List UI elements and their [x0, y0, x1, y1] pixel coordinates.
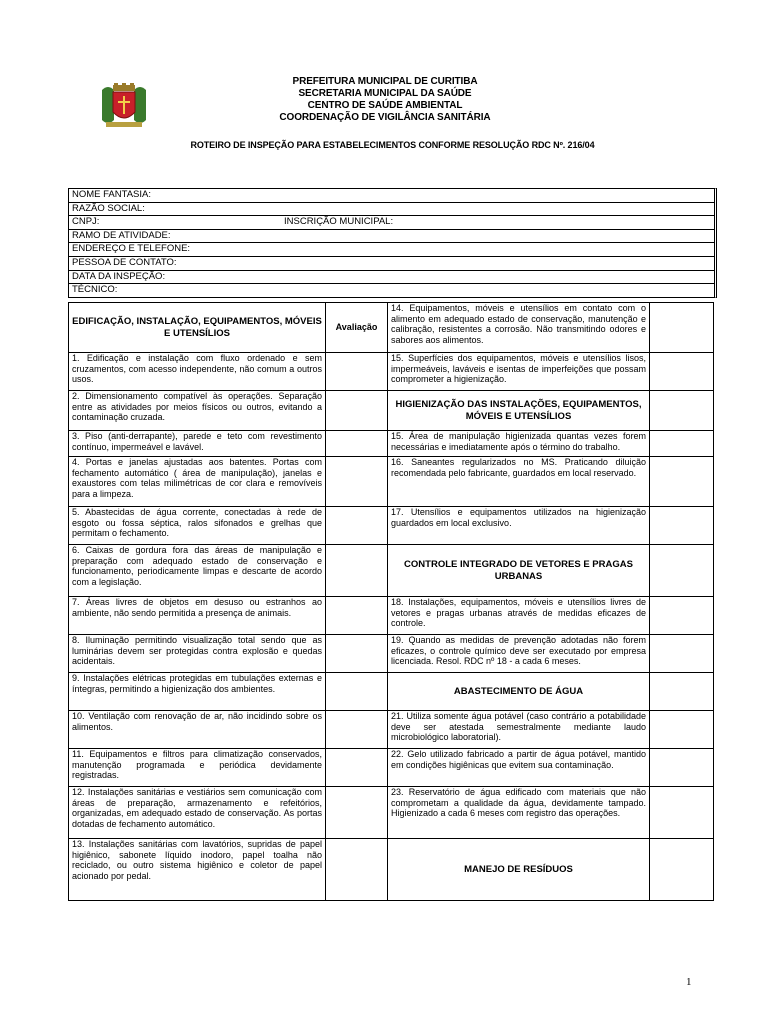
field-cnpj-row[interactable]	[69, 216, 714, 230]
item-23: 23. Reservatório de água edificado com materiais que não comprometam a qualidade da água, devidamente tampado. Higienizado a cada 6 meses com registro das operações.	[388, 787, 650, 839]
eval-cell-8[interactable]	[326, 635, 388, 673]
eval-cell-sec-vet	[650, 545, 714, 597]
eval-cell-12[interactable]	[326, 787, 388, 839]
field-data-inspecao[interactable]: DATA DA INSPEÇÃO:	[69, 271, 714, 285]
item-5: 5. Abastecidas de água corrente, conectadas à rede de esgoto ou fossa séptica, ralos sifonados e grelhas que permitam o fechamento.	[69, 507, 326, 545]
item-22: 22. Gelo utilizado fabricado a partir de água potável, mantido em condições higiênicas que evitem sua contaminação.	[388, 749, 650, 787]
eval-cell-3[interactable]	[326, 431, 388, 457]
header-line-2: SECRETARIA MUNICIPAL DA SAÚDE	[298, 88, 472, 99]
eval-cell-2[interactable]	[326, 391, 388, 431]
eval-cell-9[interactable]	[326, 673, 388, 711]
section-vetores-title: CONTROLE INTEGRADO DE VETORES E PRAGAS URBANAS	[388, 545, 650, 597]
item-3: 3. Piso (anti-derrapante), parede e teto com revestimento contínuo, impermeável e lavável.	[69, 431, 326, 457]
item-19: 19. Quando as medidas de prevenção adotadas não forem eficazes, o controle químico deve ser executado por empresa licenciada. Resol. RDC nº 18 - a cada 6 meses.	[388, 635, 650, 673]
field-inscricao-municipal: INSCRIÇÃO MUNICIPAL:	[284, 216, 394, 228]
eval-cell-19[interactable]	[650, 635, 714, 673]
eval-cell-sec-agua	[650, 673, 714, 711]
eval-cell-15a[interactable]	[650, 353, 714, 391]
eval-cell-5[interactable]	[326, 507, 388, 545]
avaliacao-header: Avaliação	[326, 303, 388, 353]
item-6: 6. Caixas de gordura fora das áreas de manipulação e preparação com adequado estado de conservação e funcionamento, periodicamente limpas e descarte de acordo com a legislação.	[69, 545, 326, 597]
eval-cell-14[interactable]	[650, 303, 714, 353]
item-4: 4. Portas e janelas ajustadas aos batentes. Portas com fechamento automático ( área de manipulação), janelas e exaustores com telas milimétricas de cor clara e removíveis para a limpeza.	[69, 457, 326, 507]
field-ramo-atividade[interactable]: RAMO DE ATIVIDADE:	[69, 230, 714, 244]
eval-cell-23[interactable]	[650, 787, 714, 839]
eval-cell-13[interactable]	[326, 839, 388, 901]
field-endereco-telefone[interactable]: ENDEREÇO E TELEFONE:	[69, 243, 714, 257]
field-nome-fantasia[interactable]: NOME FANTASIA:	[69, 189, 714, 203]
item-11: 11. Equipamentos e filtros para climatização conservados, manutenção programada e periódica devidamente registradas.	[69, 749, 326, 787]
inspection-table	[68, 302, 714, 901]
item-21: 21. Utiliza somente água potável (caso contrário a potabilidade deve ser atestada semestralmente mediante laudo microbiológico laboratorial).	[388, 711, 650, 749]
section-residuos-title: MANEJO DE RESÍDUOS	[388, 839, 650, 901]
item-8: 8. Iluminação permitindo visualização total sendo que as luminárias devem ser protegidas contra explosão e quedas acidentais.	[69, 635, 326, 673]
item-15a: 15. Superfícies dos equipamentos, móveis e utensílios lisos, impermeáveis, laváveis e isentas de imperfeições que possam comprometer a higienização.	[388, 353, 650, 391]
institution-header	[230, 76, 540, 124]
item-10: 10. Ventilação com renovação de ar, não incidindo sobre os alimentos.	[69, 711, 326, 749]
field-tecnico[interactable]: TÉCNICO:	[72, 284, 118, 296]
item-17: 17. Utensílios e equipamentos utilizados na higienização guardados em local exclusivo.	[388, 507, 650, 545]
eval-cell-1[interactable]	[326, 353, 388, 391]
eval-cell-11[interactable]	[326, 749, 388, 787]
section-agua-title: ABASTECIMENTO DE ÁGUA	[388, 673, 650, 711]
item-1: 1. Edificação e instalação com fluxo ordenado e sem cruzamentos, com acesso independente, não comum a outros usos.	[69, 353, 326, 391]
item-16: 16. Saneantes regularizados no MS. Praticando diluição recomendada pelo fabricante, guardados em local reservado.	[388, 457, 650, 507]
item-18: 18. Instalações, equipamentos, móveis e utensílios livres de vetores e pragas urbanas através de medidas eficazes de controle.	[388, 597, 650, 635]
eval-cell-10[interactable]	[326, 711, 388, 749]
field-razao-social[interactable]: RAZÃO SOCIAL:	[69, 203, 714, 217]
eval-cell-16[interactable]	[650, 457, 714, 507]
coat-of-arms-icon	[98, 82, 150, 130]
identification-box	[68, 188, 717, 298]
item-15b: 15. Área de manipulação higienizada quantas vezes forem necessárias e imediatamente após o término do trabalho.	[388, 431, 650, 457]
eval-cell-sec-hig	[650, 391, 714, 431]
eval-cell-17[interactable]	[650, 507, 714, 545]
item-7: 7. Áreas livres de objetos em desuso ou estranhos ao ambiente, não sendo permitida a presença de animais.	[69, 597, 326, 635]
header-line-4: COORDENAÇÃO DE VIGILÂNCIA SANITÁRIA	[279, 112, 491, 123]
item-9: 9. Instalações elétricas protegidas em tubulações externas e íntegras, permitindo a higienização dos ambientes.	[69, 673, 326, 711]
eval-cell-7[interactable]	[326, 597, 388, 635]
section-higienizacao-title: HIGIENIZAÇÃO DAS INSTALAÇÕES, EQUIPAMENTOS, MÓVEIS E UTENSÍLIOS	[388, 391, 650, 431]
eval-cell-4[interactable]	[326, 457, 388, 507]
header-line-1: PREFEITURA MUNICIPAL DE CURITIBA	[292, 76, 478, 87]
eval-cell-18[interactable]	[650, 597, 714, 635]
item-13: 13. Instalações sanitárias com lavatórios, supridas de papel higiênico, sabonete líquido inodoro, papel toalha não reciclado, ou outro sistema higiênico e coletor de papel acionado por pedal.	[69, 839, 326, 901]
eval-cell-6[interactable]	[326, 545, 388, 597]
eval-cell-22[interactable]	[650, 749, 714, 787]
page-number: 1	[686, 976, 692, 988]
item-12: 12. Instalações sanitárias e vestiários sem comunicação com áreas de preparação, armazenamento e refeitórios, organizadas, em adequado estado de conservação. As portas dotadas de fechamento automático.	[69, 787, 326, 839]
item-14: 14. Equipamentos, móveis e utensílios em contato com o alimento em adequado estado de conservação, manutenção e calibração, resistentes a corrosão. Não transmitindo odores e sabores aos alimentos.	[388, 303, 650, 353]
document-title: ROTEIRO DE INSPEÇÃO PARA ESTABELECIMENTOS CONFORME RESOLUÇÃO RDC Nº. 216/04	[190, 140, 595, 150]
section-edificacao-title: EDIFICAÇÃO, INSTALAÇÃO, EQUIPAMENTOS, MÓVEIS E UTENSÍLIOS	[69, 303, 326, 353]
item-2: 2. Dimensionamento compatível às operações. Separação entre as atividades por meios físicos ou outros, evitando a contaminação cruzada.	[69, 391, 326, 431]
eval-cell-15b[interactable]	[650, 431, 714, 457]
header-line-3: CENTRO DE SAÚDE AMBIENTAL	[307, 100, 463, 111]
field-cnpj: CNPJ:	[72, 216, 100, 228]
eval-cell-sec-res	[650, 839, 714, 901]
eval-cell-21[interactable]	[650, 711, 714, 749]
field-pessoa-contato[interactable]: PESSOA DE CONTATO:	[69, 257, 714, 271]
